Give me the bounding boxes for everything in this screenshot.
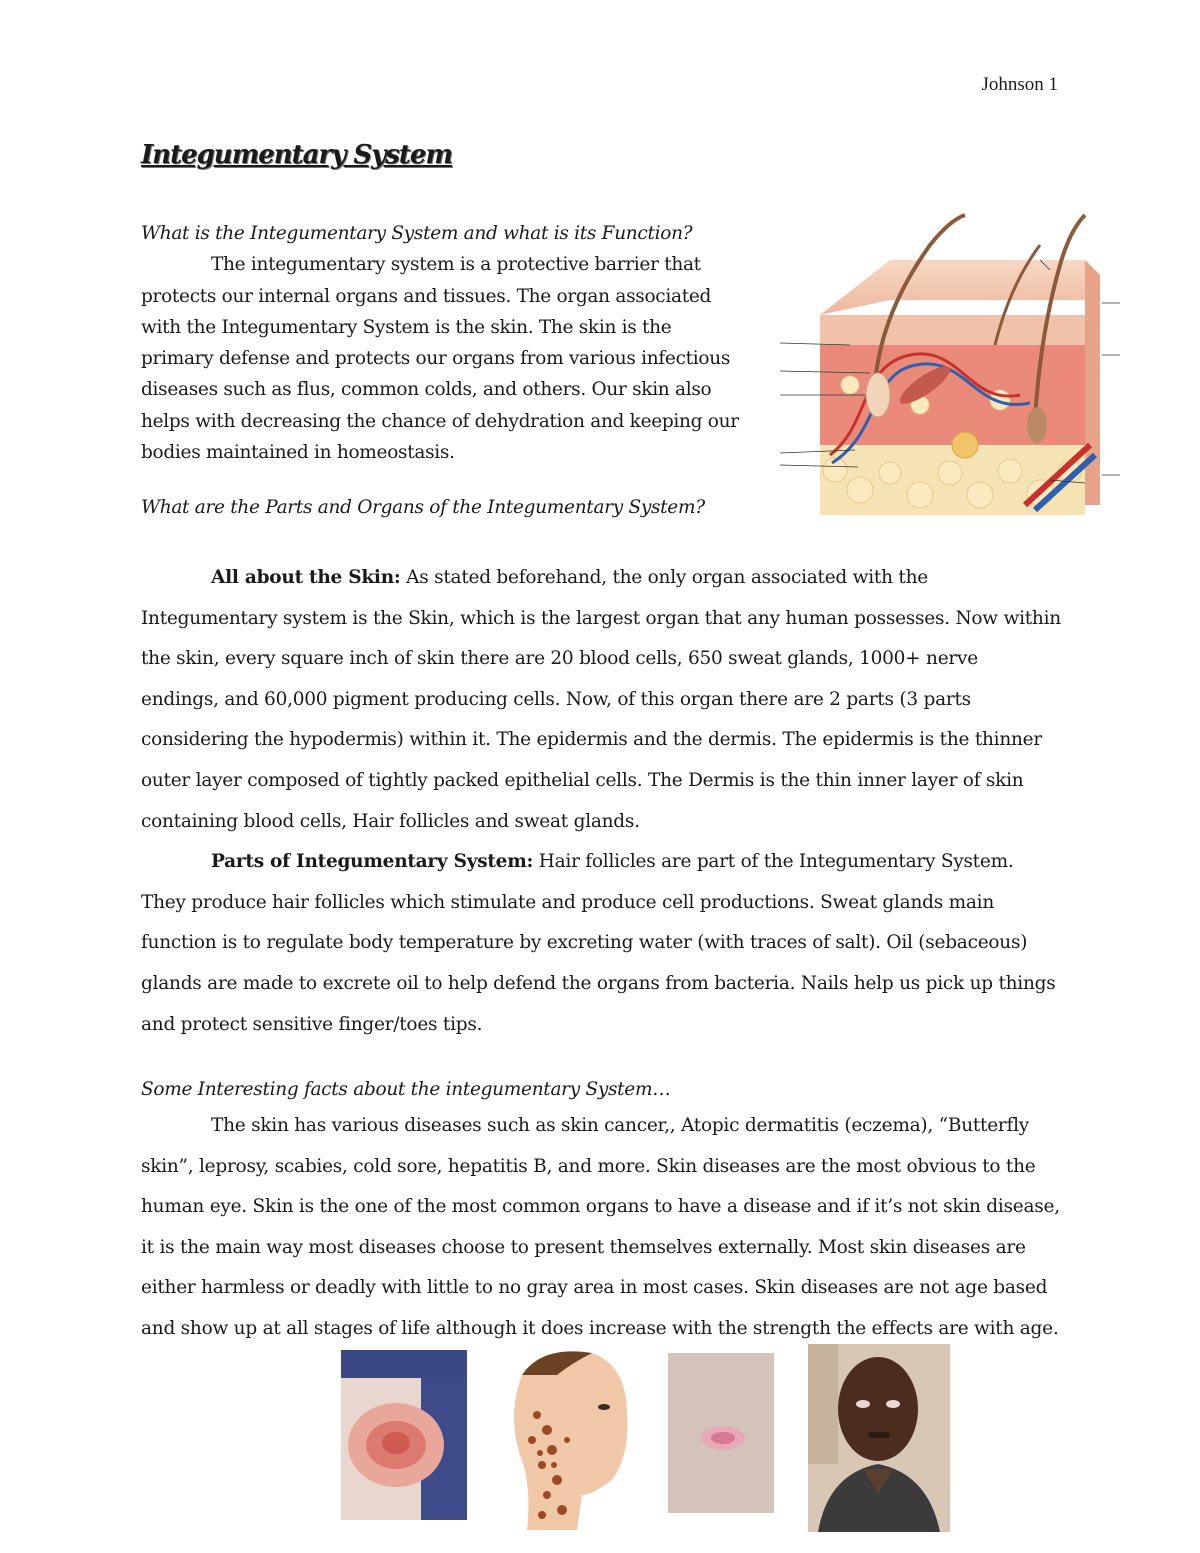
- facts-section: [141, 1106, 1061, 1350]
- page-header: Johnson 1: [981, 74, 1058, 95]
- facts-paragraph: The skin has various diseases such as skin cancer,, Atopic dermatitis (eczema), “Butterfly skin”, leprosy, scabies, cold sore, hepatitis B, and more. Skin diseases are the most obvious to the human eye. Skin is the one of the most common organs to have a disease and if it’s not skin disease, it is the main way most diseases choose to present themselves externally. Most skin diseases are either harmless or deadly with little to no gray area in most cases. Skin diseases are not age based and show up at all stages of life although it does increase with the strength the effects are with age.: [141, 1115, 1060, 1339]
- parts-paragraph: Parts of Integumentary System: Hair follicles are part of the Integumentary System. They produce hair follicles which stimulate and produce cell productions. Sweat glands main function is to regulate body temperature by excreting water (with traces of salt). Oil (sebaceous) glands are made to excrete oil to help defend the organs from bacteria. Nails help us pick up things and protect sensitive finger/toes tips.: [141, 851, 1056, 1035]
- intro-section: [141, 218, 741, 468]
- document-title: Integumentary System: [141, 140, 452, 170]
- skin-diagram: [740, 205, 1160, 525]
- section-question: What is the Integumentary System and what is its Function?: [141, 223, 693, 244]
- skin-paragraph: All about the Skin: As stated beforehand, the only organ associated with the Integumentary system is the Skin, which is the largest organ that any human possesses. Now within the skin, every square inch of skin there are 20 blood cells, 650 sweat glands, 1000+ nerve endings, and 60,000 pigment producing cells. Now, of this organ there are 2 parts (3 parts considering the hypodermis) within it. The epidermis and the dermis. The epidermis is the thinner outer layer composed of tightly packed epithelial cells. The Dermis is the thin inner layer of skin containing blood cells, Hair follicles and sweat glands.: [141, 567, 1061, 832]
- section-question: What are the Parts and Organs of the Integumentary System?: [141, 497, 705, 518]
- section-question: Some Interesting facts about the integumentary System…: [141, 1079, 671, 1100]
- skin-cancer-photo: [668, 1353, 774, 1513]
- rash-photo: [341, 1350, 467, 1520]
- face-lesions-illustration: [502, 1345, 634, 1530]
- section-paragraph: The integumentary system is a protective barrier that protects our internal organs and tissues. The organ associated with the Integumentary System is the skin. The skin is the primary defense and protects our organs from various infectious diseases such as flus, common colds, and others. Our skin also helps with decreasing the chance of dehydration and keeping our bodies maintained in homeostasis.: [141, 254, 739, 464]
- patient-photo: [808, 1344, 950, 1532]
- skin-section: [141, 558, 1061, 1045]
